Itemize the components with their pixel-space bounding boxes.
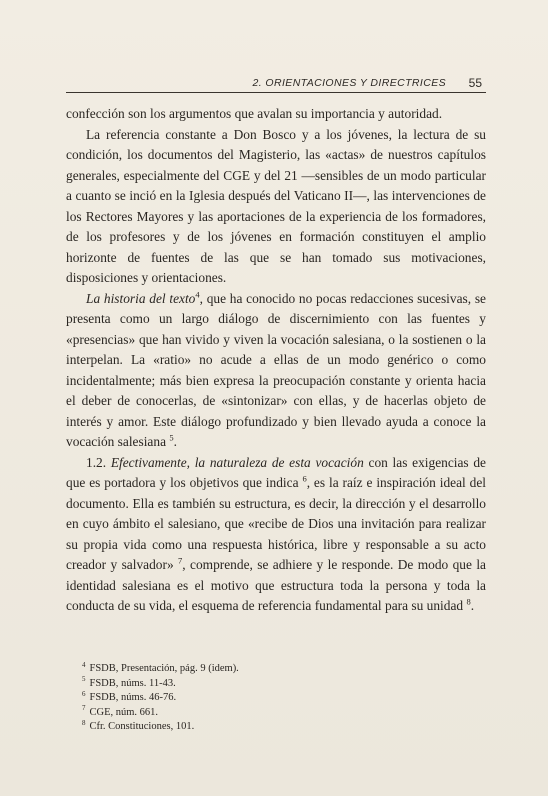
footnote [82,720,462,735]
footnote-ref-7: 7 [178,555,183,566]
paragraph-3-end: . [173,434,177,449]
section-title-naturaleza: Efectivamente, la naturaleza de esta vocación [110,454,364,470]
footnote-text: FSDB, núms. 46-76. [89,692,177,704]
footnote-number: 8 [82,718,86,727]
footnote-ref-8: 8 [466,596,471,607]
running-header [66,72,486,93]
section-title-historia: La historia del texto [86,290,196,306]
footnotes [82,662,462,735]
footnote [82,691,462,706]
footnote-number: 7 [82,704,86,713]
paragraph-3 [66,289,486,453]
footnote-text: Cfr. Constituciones, 101. [89,721,195,733]
footnote-number: 6 [82,689,86,698]
footnote-number: 4 [82,660,86,669]
paragraph-1: confección son los argumentos que avalan su importancia y autoridad. [66,106,443,121]
section-number: 1.2. [86,454,107,470]
footnote-text: CGE, núm. 661. [89,706,159,718]
footnote [82,677,462,692]
paragraph-4-end: . [470,598,475,613]
paragraph-4-text-b: , es la raíz e inspiración ideal del documento. Ella es también su estructura, es decir, la dirección y el desarrollo en cuyo ámbito el salesiano, que «recibe de Dios una invitación para realizar su propia vida como una respuesta histórica, libre y responsable a su acto creador y salvador» [66,475,486,572]
paragraph-4-text-c: , comprende, se adhiere y le responde. De modo que la identidad salesiana es el motivo que estructura toda la persona y toda la conducta de su vida, el esquema de referencia fundamental para su unidad [66,557,486,613]
footnote-ref-4: 4 [195,289,200,300]
footnote-text: FSDB, núms. 11-43. [89,677,176,689]
footnote-ref-5: 5 [169,432,174,443]
paragraph-4-text-a: con las exigencias de que es portadora y los objetivos que indica [66,454,486,490]
body-text [66,104,486,617]
running-title: 2. ORIENTACIONES Y DIRECTRICES [252,77,446,89]
paragraph-2: La referencia constante a Don Bosco y a los jóvenes, la lectura de su condición, los documentos del Magisterio, las «actas» de nuestros capítulos generales, especialmente del CGE y del 21 —sensibles de un modo particular a cuanto se inció en la Iglesia después del Vaticano II—, las intervenciones de los Rectores Mayores y las aportaciones de la experiencia de los formadores, de los profesores y de los jóvenes en formación constituyen el amplio horizonte de fuentes de las que se han tomado sus motivaciones, disposiciones y orientaciones. [66,126,486,285]
footnote [82,706,462,721]
footnote-text: FSDB, Presentación, pág. 9 (idem). [89,663,239,674]
footnote-ref-6: 6 [302,473,307,484]
footnote [82,662,462,677]
paragraph-4 [66,453,486,617]
page-number: 55 [468,76,482,90]
footnote-number: 5 [82,675,86,684]
paragraph-3-text: , que ha conocido no pocas redacciones sucesivas, se presenta como un largo diálogo de discernimiento con las fuentes y «presencias» que han vivido y viven la vocación salesiana, o la sostienen o la interpelan. La «ratio» no acude a ellas de un modo genérico o como incidentalmente; más bien expresa la preocupación constante y orienta hacia el deber de conocerlas, de «sintonizar» con ellas, y de hacerlas objeto de interés y amor. Este diálogo profundizado y bien llevado ayuda a conoce la vocación salesiana [66,290,486,449]
